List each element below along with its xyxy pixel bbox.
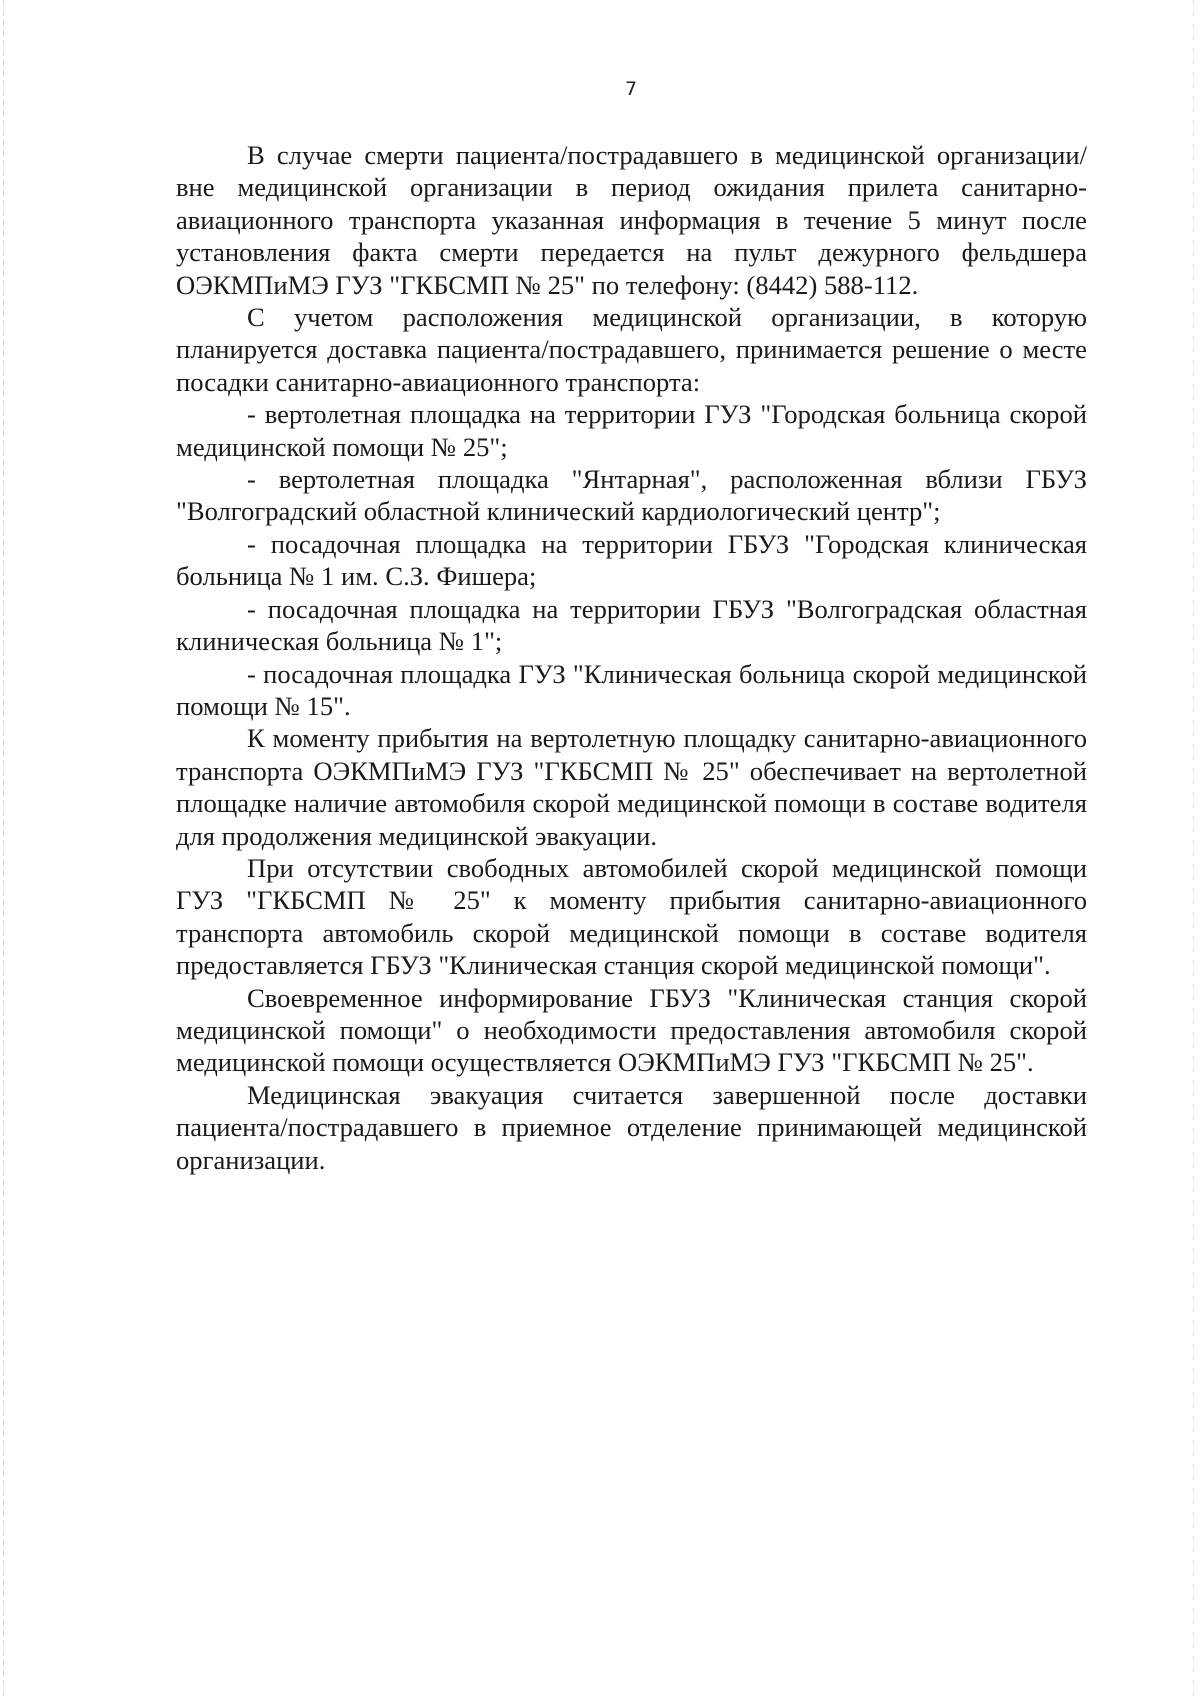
paragraph-ambulance-absence: При отсутствии свободных автомобилей скорой медицинской помощи ГУЗ "ГКБСМП № 25" к моменту прибытия санитарно-авиационного транспорта автомобиль скорой медицинской помощи в составе водителя предоставляется ГБУЗ "Клиническая станция скорой медицинской помощи". [176,852,1087,981]
scan-edge-left [3,0,4,1696]
paragraph-timely-informing: Своевременное информирование ГБУЗ "Клиническая станция скорой медицинской помощи" о необходимости предоставления автомобиля скорой медицинской помощи осуществляется ОЭКМПиМЭ ГУЗ "ГКБСМП № 25". [176,982,1087,1078]
page-number: 7 [624,78,638,100]
document-body [176,139,1087,1176]
paragraph-evacuation-complete: Медицинская эвакуация считается завершенной после доставки пациента/пострадавшего в приемное отделение принимающей медицинской организации. [176,1079,1087,1175]
scan-edge-right [1193,0,1194,1696]
paragraph-ambulance-provision: К моменту прибытия на вертолетную площадку санитарно-авиационного транспорта ОЭКМПиМЭ ГУЗ "ГКБСМП № 25" обеспечивает на вертолетной площадке наличие автомобиля скорой медицинской помощи в составе водителя для продолжения медицинской эвакуации. [176,723,1087,851]
list-item-landing-site: - посадочная площадка ГУЗ "Клиническая больница скорой медицинской помощи № 15". [176,658,1087,721]
paragraph-death-notification: В случае смерти пациента/пострадавшего в медицинской организации/вне медицинской организации в период ожидания прилета санитарно-авиационного транспорта указанная информация в течение 5 минут после установления факта смерти передается на пульт дежурного фельдшера ОЭКМПиМЭ ГУЗ "ГКБСМП № 25" по телефону: (8442) 588-112. [176,140,1087,300]
list-item-landing-site: - посадочная площадка на территории ГБУЗ "Городская клиническая больница № 1 им. С.З. Фишера; [176,528,1087,592]
list-item-landing-site: - посадочная площадка на территории ГБУЗ "Волгоградская областная клиническая больница № 1"; [176,593,1087,657]
list-item-landing-site: - вертолетная площадка на территории ГУЗ "Городская больница скорой медицинской помощи № 25"; [176,399,1087,462]
list-item-landing-site: - вертолетная площадка "Янтарная", расположенная вблизи ГБУЗ "Волгоградский областной клинический кардиологический центр"; [176,464,1087,527]
paragraph-landing-decision: С учетом расположения медицинской организации, в которую планируется доставка пациента/пострадавшего, принимается решение о месте посадки санитарно-авиационного транспорта: [176,302,1087,397]
